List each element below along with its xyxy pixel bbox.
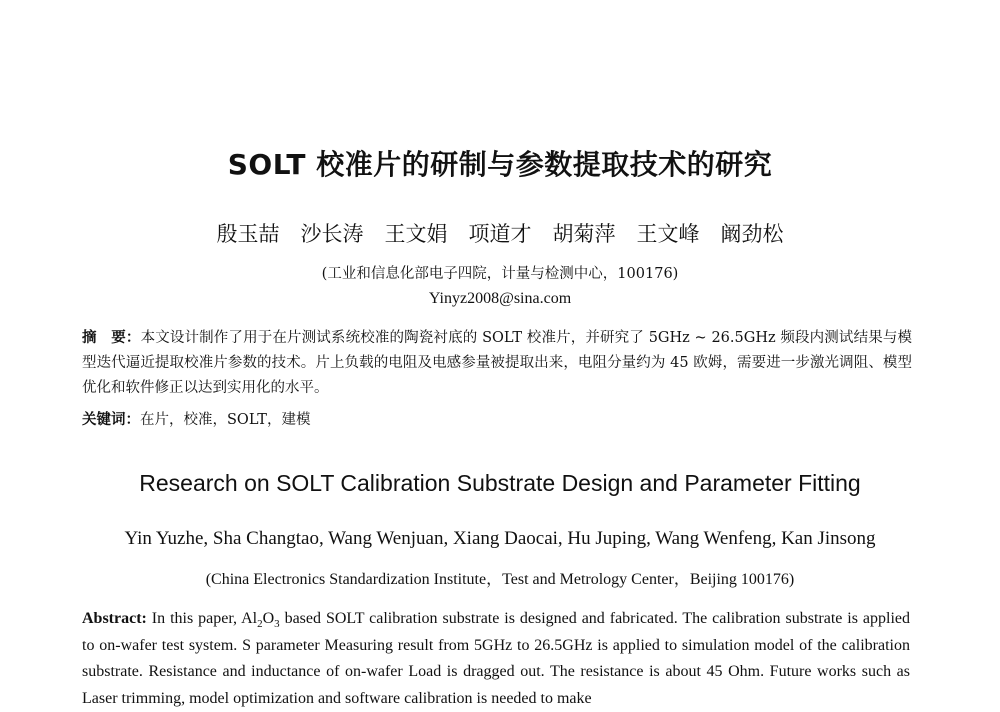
- chinese-abstract: [82, 326, 912, 401]
- english-affiliation: (China Electronics Standardization Institute，Test and Metrology Center，Beijing 100176): [205, 571, 795, 588]
- english-abstract: [82, 606, 910, 712]
- chinese-keywords: [82, 408, 912, 433]
- english-abstract-label: Abstract:: [82, 610, 147, 627]
- author-email: Yinyz2008@sina.com: [428, 290, 572, 307]
- chinese-authors: 殷玉喆 沙长涛 王文娟 项道才 胡菊萍 王文峰 阚劲松: [216, 222, 784, 246]
- english-abstract-text: based SOLT calibration substrate is designed and fabricated. The calibration substrate is applied to on-wafer test system. S parameter Measuring result from 5GHz to 26.5GHz is applied to simulation model of the calibration substrate. Resistance and inductance of on-wafer Load is dragged out. The resistance is about 45 Ohm. Future works such as Laser trimming, model optimization and software calibration is needed to make: [82, 610, 911, 707]
- english-title: Research on SOLT Calibration Substrate Design and Parameter Fitting: [139, 470, 861, 496]
- chinese-abstract-text: 本文设计制作了用于在片测试系统校准的陶瓷衬底的 SOLT 校准片，并研究了 5GHz ~ 26.5GHz 频段内测试结果与模型迭代逼近提取校准片参数的技术。片上负载的电阻及电感参量被提取出来，电阻分量约为 45 欧姆，需要进一步激光调阻、模型优化和软件修正以达到实用化的水平。: [82, 330, 912, 396]
- english-abstract-mid: O: [262, 610, 275, 627]
- subscript-3: 3: [274, 618, 280, 631]
- chinese-keywords-label: 关键词：: [82, 412, 140, 428]
- chinese-affiliation: (工业和信息化部电子四院，计量与检测中心，100176): [321, 266, 679, 282]
- english-abstract-pre: In this paper, Al: [146, 610, 258, 627]
- english-authors: Yin Yuzhe, Sha Changtao, Wang Wenjuan, Xiang Daocai, Hu Juping, Wang Wenfeng, Kan Jinsong: [124, 528, 876, 549]
- chinese-abstract-label: 摘 要：: [82, 330, 141, 346]
- chinese-keywords-text: 在片，校准，SOLT，建模: [140, 412, 311, 428]
- chinese-title: SOLT 校准片的研制与参数提取技术的研究: [227, 148, 773, 181]
- subscript-2: 2: [257, 618, 263, 631]
